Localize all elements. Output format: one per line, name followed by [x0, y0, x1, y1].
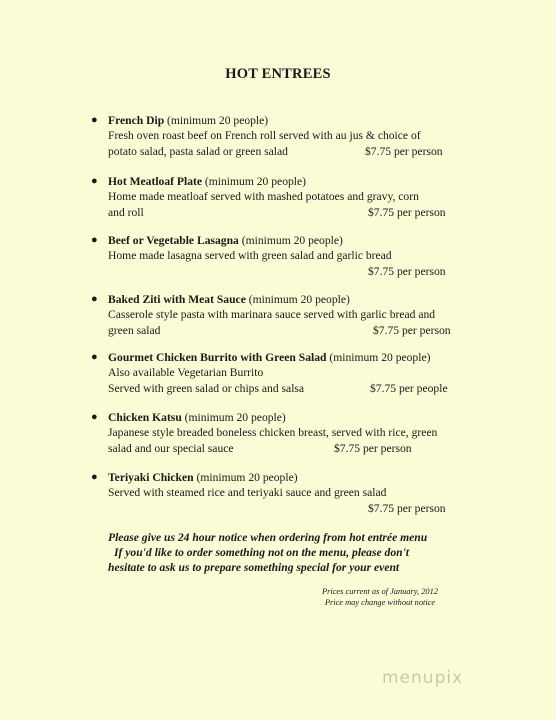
item-name: Beef or Vegetable Lasagna: [108, 234, 239, 247]
menu-item-teriyaki-chicken: [91, 470, 478, 516]
bullet-icon: ●: [91, 293, 98, 305]
menu-item-hot-meatloaf-plate: [91, 174, 478, 220]
item-name: French Dip: [108, 114, 165, 127]
item-qualifier: (minimum 20 people): [202, 175, 307, 188]
bullet-icon: ●: [91, 234, 98, 246]
item-description-line: Fresh oven roast beef on French roll served with au jus & choice of: [108, 129, 421, 143]
bullet-icon: ●: [91, 114, 98, 126]
notice-line: Please give us 24 hour notice when ordering from hot entrée menu: [108, 531, 428, 544]
item-name: Gourmet Chicken Burrito with Green Salad: [108, 351, 327, 364]
item-name: Chicken Katsu: [108, 411, 182, 424]
menu-item-chicken-katsu: [91, 410, 478, 456]
item-name: Baked Ziti with Meat Sauce: [108, 293, 246, 306]
item-description-line: Served with green salad or chips and salsa: [108, 381, 305, 395]
item-price: $7.75 per person: [334, 441, 412, 455]
item-price: $7.75 per person: [373, 323, 451, 337]
item-price: $7.75 per people: [370, 381, 448, 395]
item-description-line: and roll: [108, 205, 144, 219]
menu-item-baked-ziti: [91, 292, 478, 338]
item-qualifier: (minimum 20 people): [181, 411, 286, 424]
menu-item-lasagna: [91, 233, 478, 279]
notice-line: hesitate to ask us to prepare something special for your event: [108, 561, 400, 575]
item-qualifier: (minimum 20 people): [193, 471, 298, 484]
item-description-line: Also available Vegetarian Burrito: [108, 366, 264, 380]
item-description-line: Served with steamed rice and teriyaki sauce and green salad: [108, 486, 387, 500]
item-qualifier: (minimum 20 people): [245, 293, 350, 306]
item-description-line: potato salad, pasta salad or green salad: [108, 144, 288, 158]
item-qualifier: (minimum 20 people): [164, 114, 269, 127]
footnote-line: Price may change without notice: [324, 598, 436, 607]
item-price: $7.75 per person: [368, 205, 446, 219]
notice-line: If you'd like to order something not on the menu, please don't: [114, 546, 410, 560]
item-description-line: Japanese style breaded boneless chicken breast, served with rice, green: [108, 426, 438, 440]
bullet-icon: ●: [91, 351, 98, 363]
item-qualifier: (minimum 20 people): [326, 351, 431, 364]
item-price: $7.75 per person: [368, 501, 446, 515]
item-name: Teriyaki Chicken: [108, 471, 194, 484]
bullet-icon: ●: [91, 175, 98, 187]
footnote-line: Prices current as of January, 2012: [322, 587, 438, 596]
bullet-icon: ●: [91, 411, 98, 423]
item-description-line: salad and our special sauce: [108, 441, 234, 455]
item-price: $7.75 per person: [368, 264, 446, 278]
item-description-line: green salad: [108, 323, 161, 337]
item-description-line: Home made meatloaf served with mashed potatoes and gravy, corn: [108, 190, 419, 204]
watermark-logo: menupix: [382, 668, 464, 688]
item-description-line: Home made lasagna served with green salad and garlic bread: [108, 249, 392, 263]
price-footnote: [300, 586, 460, 608]
page-title: HOT ENTREES: [225, 66, 331, 82]
ordering-notice: [108, 530, 508, 576]
menu-item-french-dip: [91, 113, 478, 159]
item-description-line: Casserole style pasta with marinara sauce served with garlic bread and: [108, 308, 436, 322]
item-price: $7.75 per person: [365, 144, 443, 158]
item-name: Hot Meatloaf Plate: [108, 175, 203, 188]
bullet-icon: ●: [91, 471, 98, 483]
menu-item-chicken-burrito: [91, 350, 478, 396]
item-qualifier: (minimum 20 people): [238, 234, 343, 247]
